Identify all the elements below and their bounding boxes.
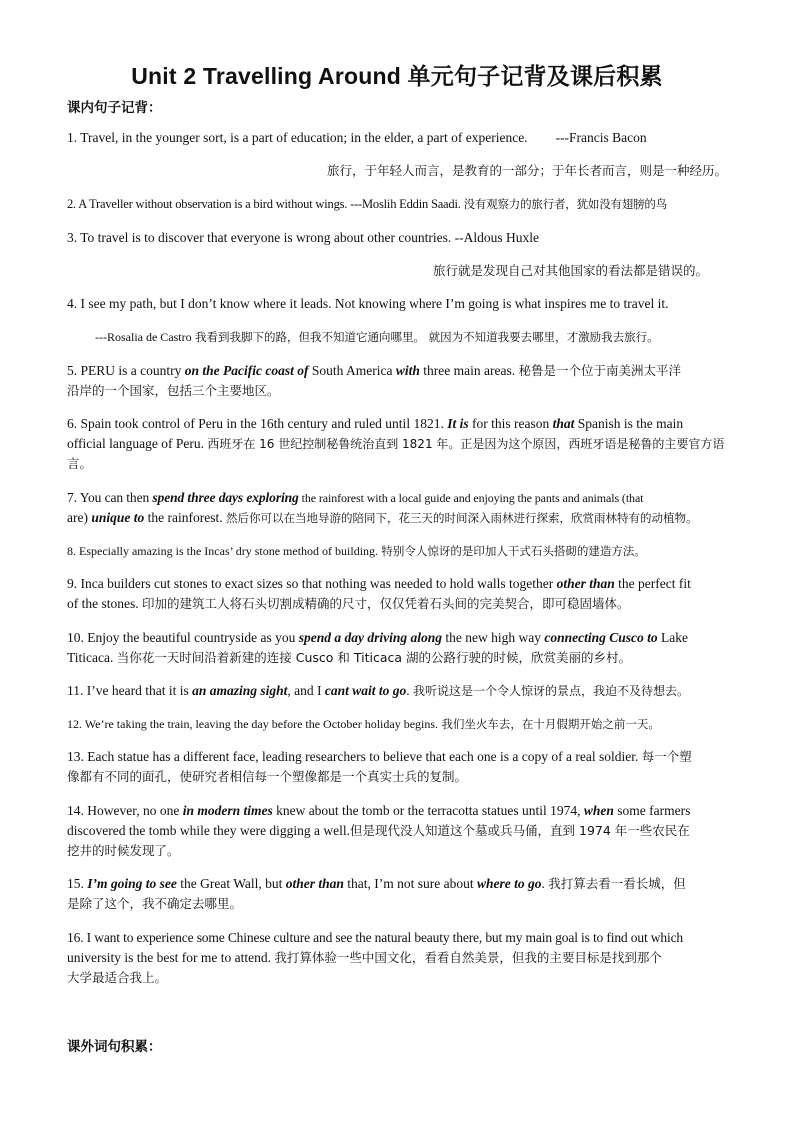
sentence-6-text: Spanish is the main — [574, 416, 684, 431]
sentence-12-cn: 我们坐火车去，在十月假期开始之前一天。 — [441, 717, 660, 731]
sentence-14-text: 14. However, no one — [67, 803, 183, 818]
sentence-7-text: are) — [67, 510, 92, 525]
sentence-6-text: official language of Peru. — [67, 436, 208, 451]
sentence-2 — [67, 194, 667, 214]
sentence-14-text: some farmers — [613, 803, 691, 818]
sentence-11-key-phrase: cant wait to go — [324, 683, 407, 698]
page-title: Unit 2 Travelling Around 单元句子记背及课后积累 — [131, 63, 663, 89]
sentence-15-text: the Great Wall, but — [176, 876, 286, 891]
sentence-14-line3: 挖井的时候发现了。 — [67, 843, 180, 858]
sentence-6-text: 6. Spain took control of Peru in the 16th century and ruled until 1821. — [67, 416, 448, 431]
sentence-9-text: the perfect fit — [614, 576, 691, 591]
sentence-11-key-phrase: an amazing sight — [192, 683, 288, 698]
sentence-6-key-phrase: It is — [447, 416, 469, 431]
sentence-16-line3: 大学最适合我上。 — [67, 970, 168, 985]
sentence-9-line1 — [67, 574, 691, 594]
sentence-14-text: knew about the tomb or the terracotta statues until 1974, — [272, 803, 584, 818]
sentence-5-text: three main areas. — [419, 363, 519, 378]
sentence-11-text: . — [406, 683, 414, 698]
sentence-7-line1 — [67, 488, 643, 508]
sentence-15-key-phrase: where to go — [477, 876, 542, 891]
sentence-14-line1 — [67, 801, 690, 821]
sentence-6-line2 — [67, 434, 724, 454]
sentence-9-key-phrase: other than — [556, 576, 615, 591]
sentence-7-key-phrase: unique to — [91, 510, 145, 525]
sentence-10-text: Titicaca. — [67, 650, 117, 665]
sentence-3-en: 3. To travel is to discover that everyone is wrong about other countries. --Aldous Huxle — [67, 230, 539, 245]
section-heading-extra: 课外词句积累： — [67, 1039, 162, 1055]
sentence-2-en: 2. A Traveller without observation is a bird without wings. ---Moslih Eddin Saadi. — [67, 197, 461, 211]
sentence-11-cn: 我听说这是一个令人惊讶的景点，我迫不及待想去。 — [413, 684, 690, 698]
sentence-10-text: Lake — [657, 630, 688, 645]
sentence-14-text: discovered the tomb while they were digging a well. — [67, 823, 351, 838]
sentence-12-en: 12. We’re taking the train, leaving the day before the October holiday begins. — [67, 717, 439, 731]
sentence-15-key-phrase: other than — [285, 876, 344, 891]
sentence-14-cn: 但是现代没人知道这个墓或兵马俑，直到 1974 年一些农民在 — [350, 823, 690, 838]
sentence-6-line1 — [67, 414, 683, 434]
sentence-3-cn: 旅行就是发现自己对其他国家的看法都是错误的。 — [432, 263, 708, 278]
sentence-6-cn: 西班牙在 16 世纪控制秘鲁统治直到 1821 年。正是因为这个原因，西班牙语是秘鲁的主要官方语 — [207, 437, 725, 451]
sentence-15-line2: 是除了这个，我不确定去哪里。 — [67, 896, 243, 911]
sentence-10-line1 — [67, 628, 688, 648]
sentence-7-text: 7. You can then — [67, 490, 153, 505]
sentence-13-line2: 像都有不同的面孔，使研究者相信每一个塑像都是一个真实士兵的复制。 — [67, 769, 468, 784]
sentence-5-key-phrase: on the Pacific coast of — [184, 363, 309, 378]
sentence-7-cn: 然后你可以在当地导游的陪同下，花三天的时间深入雨林进行探索，欣赏雨林特有的动植物。 — [225, 511, 698, 525]
sentence-14-line2 — [67, 821, 690, 841]
sentence-11-text: 11. I’ve heard that it is — [67, 683, 193, 698]
sentence-10-key-phrase: spend a day driving along — [298, 630, 442, 645]
sentence-14-key-word: when — [583, 803, 614, 818]
sentence-9-cn: 印加的建筑工人将石头切割成精确的尺寸，仅仅凭着石头间的完美契合，即可稳固墙体。 — [142, 596, 630, 611]
sentence-15-text: 15. — [67, 876, 88, 891]
sentence-8-cn: 特别令人惊讶的是印加人干式石头搭砌的建造方法。 — [381, 544, 646, 558]
sentence-15-text: . — [541, 876, 549, 891]
sentence-11-text: , and I — [287, 683, 325, 698]
sentence-8-en: 8. Especially amazing is the Incas’ dry stone method of building. — [67, 544, 379, 558]
sentence-6-text: for this reason — [468, 416, 553, 431]
sentence-4-author: ---Rosalia de Castro — [95, 330, 192, 344]
sentence-4-second-line — [95, 327, 659, 347]
sentence-8 — [67, 541, 646, 561]
sentence-10-key-phrase: connecting Cusco to — [544, 630, 658, 645]
sentence-1-text: 1. Travel, in the younger sort, is a part of education; in the elder, a part of experience. — [67, 130, 528, 145]
sentence-5-line2: 沿岸的一个国家，包括三个主要地区。 — [67, 383, 280, 398]
sentence-14-key-phrase: in modern times — [182, 803, 273, 818]
sentence-15-line1 — [67, 874, 686, 894]
sentence-10-cn: 当你花一天时间沿着新建的连接 Cusco 和 Titicaca 湖的公路行驶的时候，欣赏美丽的乡村。 — [116, 650, 631, 665]
sentence-6-key-word: that — [552, 416, 575, 431]
sentence-9-text: 9. Inca builders cut stones to exact sizes so that nothing was needed to hold walls together — [67, 576, 557, 591]
sentence-5-key-word: with — [395, 363, 420, 378]
sentence-4-cn: 我看到我脚下的路，但我不知道它通向哪里。 就因为不知道我要去哪里，才激励我去旅行。 — [195, 330, 659, 344]
sentence-5-cn: 秘鲁是一个位于南美洲太平洋 — [518, 363, 681, 378]
sentence-1-en — [67, 128, 647, 148]
sentence-6-line3: 言。 — [67, 456, 93, 471]
sentence-13-en: 13. Each statue has a different face, leading researchers to believe that each one is a copy of a real soldier. — [67, 749, 642, 764]
sentence-15-key-phrase: I’m going to see — [87, 876, 177, 891]
sentence-4-en: 4. I see my path, but I don’t know where it leads. Not knowing where I’m going is what inspires me to travel it. — [67, 296, 669, 311]
sentence-13-cn: 每一个塑 — [641, 749, 692, 764]
sentence-7-line2 — [67, 508, 697, 528]
sentence-11 — [67, 681, 689, 701]
sentence-7-key-phrase: spend three days exploring — [152, 490, 299, 505]
sentence-16-cn: 我打算体验一些中国文化，看看自然美景，但我的主要目标是找到那个 — [274, 950, 662, 965]
sentence-12 — [67, 714, 660, 734]
sentence-13-line1 — [67, 747, 692, 767]
sentence-7-text: the rainforest. — [144, 510, 226, 525]
sentence-10-line2 — [67, 648, 631, 668]
sentence-16-line2 — [67, 948, 662, 968]
sentence-5-text: 5. PERU is a country — [67, 363, 185, 378]
section-heading-inclass: 课内句子记背： — [67, 100, 162, 116]
sentence-5-line1 — [67, 361, 681, 381]
sentence-7-text: the rainforest with a local guide and enjoying the pants and animals (that — [298, 491, 644, 505]
sentence-10-text: 10. Enjoy the beautiful countryside as you — [67, 630, 299, 645]
sentence-1-cn: 旅行，于年轻人而言，是教育的一部分；于年长者而言，则是一种经历。 — [326, 163, 727, 178]
sentence-16-line1: 16. I want to experience some Chinese culture and see the natural beauty there, but my main goal is to find out which — [67, 930, 684, 945]
sentence-10-text: the new high way — [441, 630, 545, 645]
sentence-9-line2 — [67, 594, 630, 614]
sentence-15-cn: 我打算去看一看长城，但 — [548, 876, 686, 891]
sentence-15-text: that, I’m not sure about — [343, 876, 478, 891]
sentence-16-en: university is the best for me to attend. — [67, 950, 275, 965]
sentence-5-text: South America — [308, 363, 396, 378]
sentence-1-author: ---Francis Bacon — [555, 130, 647, 145]
sentence-2-cn: 没有观察力的旅行者，犹如没有翅膀的鸟 — [463, 197, 667, 211]
sentence-9-text: of the stones. — [67, 596, 142, 611]
